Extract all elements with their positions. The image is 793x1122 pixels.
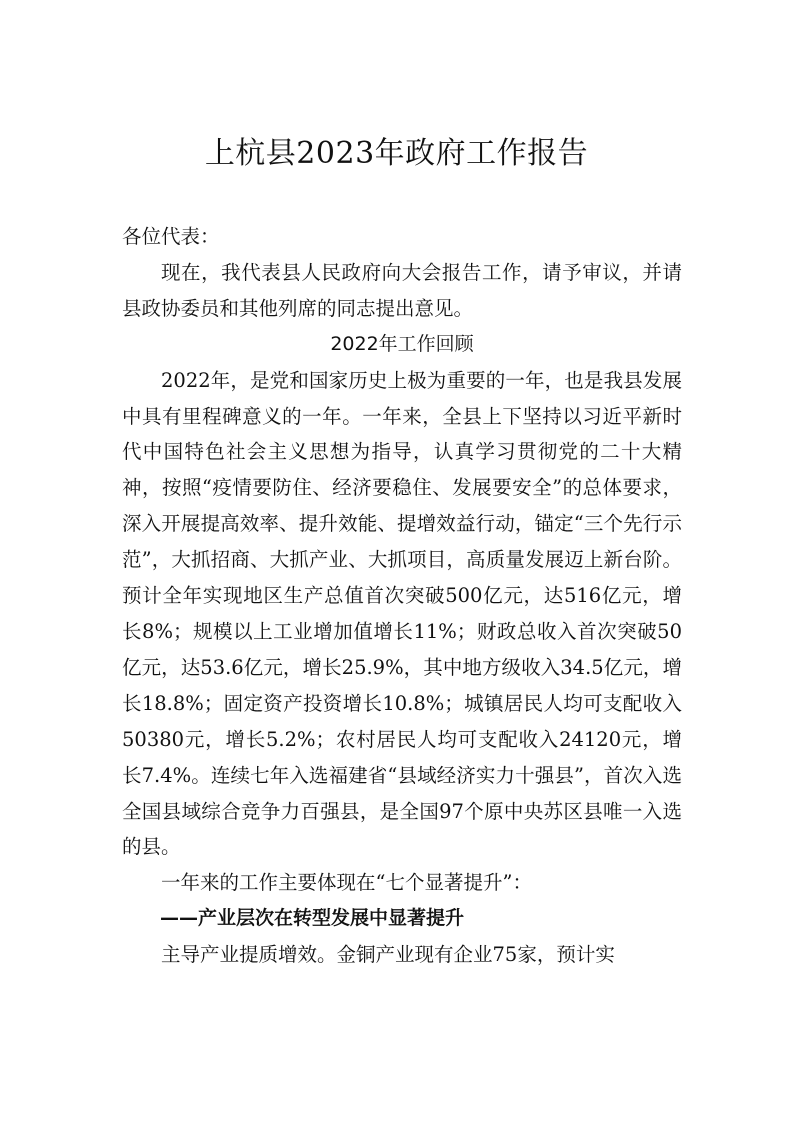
document-title: 上杭县2023年政府工作报告 [204,136,589,171]
review-paragraph: 2022年，是党和国家历史上极为重要的一年，也是我县发展中具有里程碑意义的一年。一年来，全县上下坚持以习近平新时代中国特色社会主义思想为指导，认真学习贯彻党的二十大精神，按照“疫情要防住、经济要稳住、发展要安全”的总体要求，深入开展提高效率、提升效能、提增效益行动，锚定“三个先行示范”，大抓招商、大抓产业、大抓项目，高质量发展迈上新台阶。预计全年实现地区生产总值首次突破500亿元，达516亿元，增长8%；规模以上工业增加值增长11%；财政总收入首次突破50亿元，达53.6亿元，增长25.9%，其中地方级收入34.5亿元，增长18.8%；固定资产投资增长10.8%；城镇居民人均可支配收入50380元，增长5.2%；农村居民人均可支配收入24120元，增长7.4%。连续七年入选福建省“县域经济实力十强县”，首次入选全国县域综合竞争力百强县，是全国97个原中央苏区县唯一入选的县。 [122,368,682,859]
industry-paragraph: 主导产业提质增效。金铜产业现有企业75家，预计实 [161,943,615,967]
intro-paragraph: 现在，我代表县人民政府向大会报告工作，请予审议，并请县政协委员和其他列席的同志提出意见。 [122,260,682,320]
section-title: 2022年工作回顾 [330,332,474,355]
document-body [122,219,682,973]
sub-heading: ——产业层次在转型发展中显著提升 [160,907,465,930]
salutation: 各位代表： [122,225,220,248]
summary-paragraph: 一年来的工作主要体现在“七个显著提升”： [161,871,532,895]
